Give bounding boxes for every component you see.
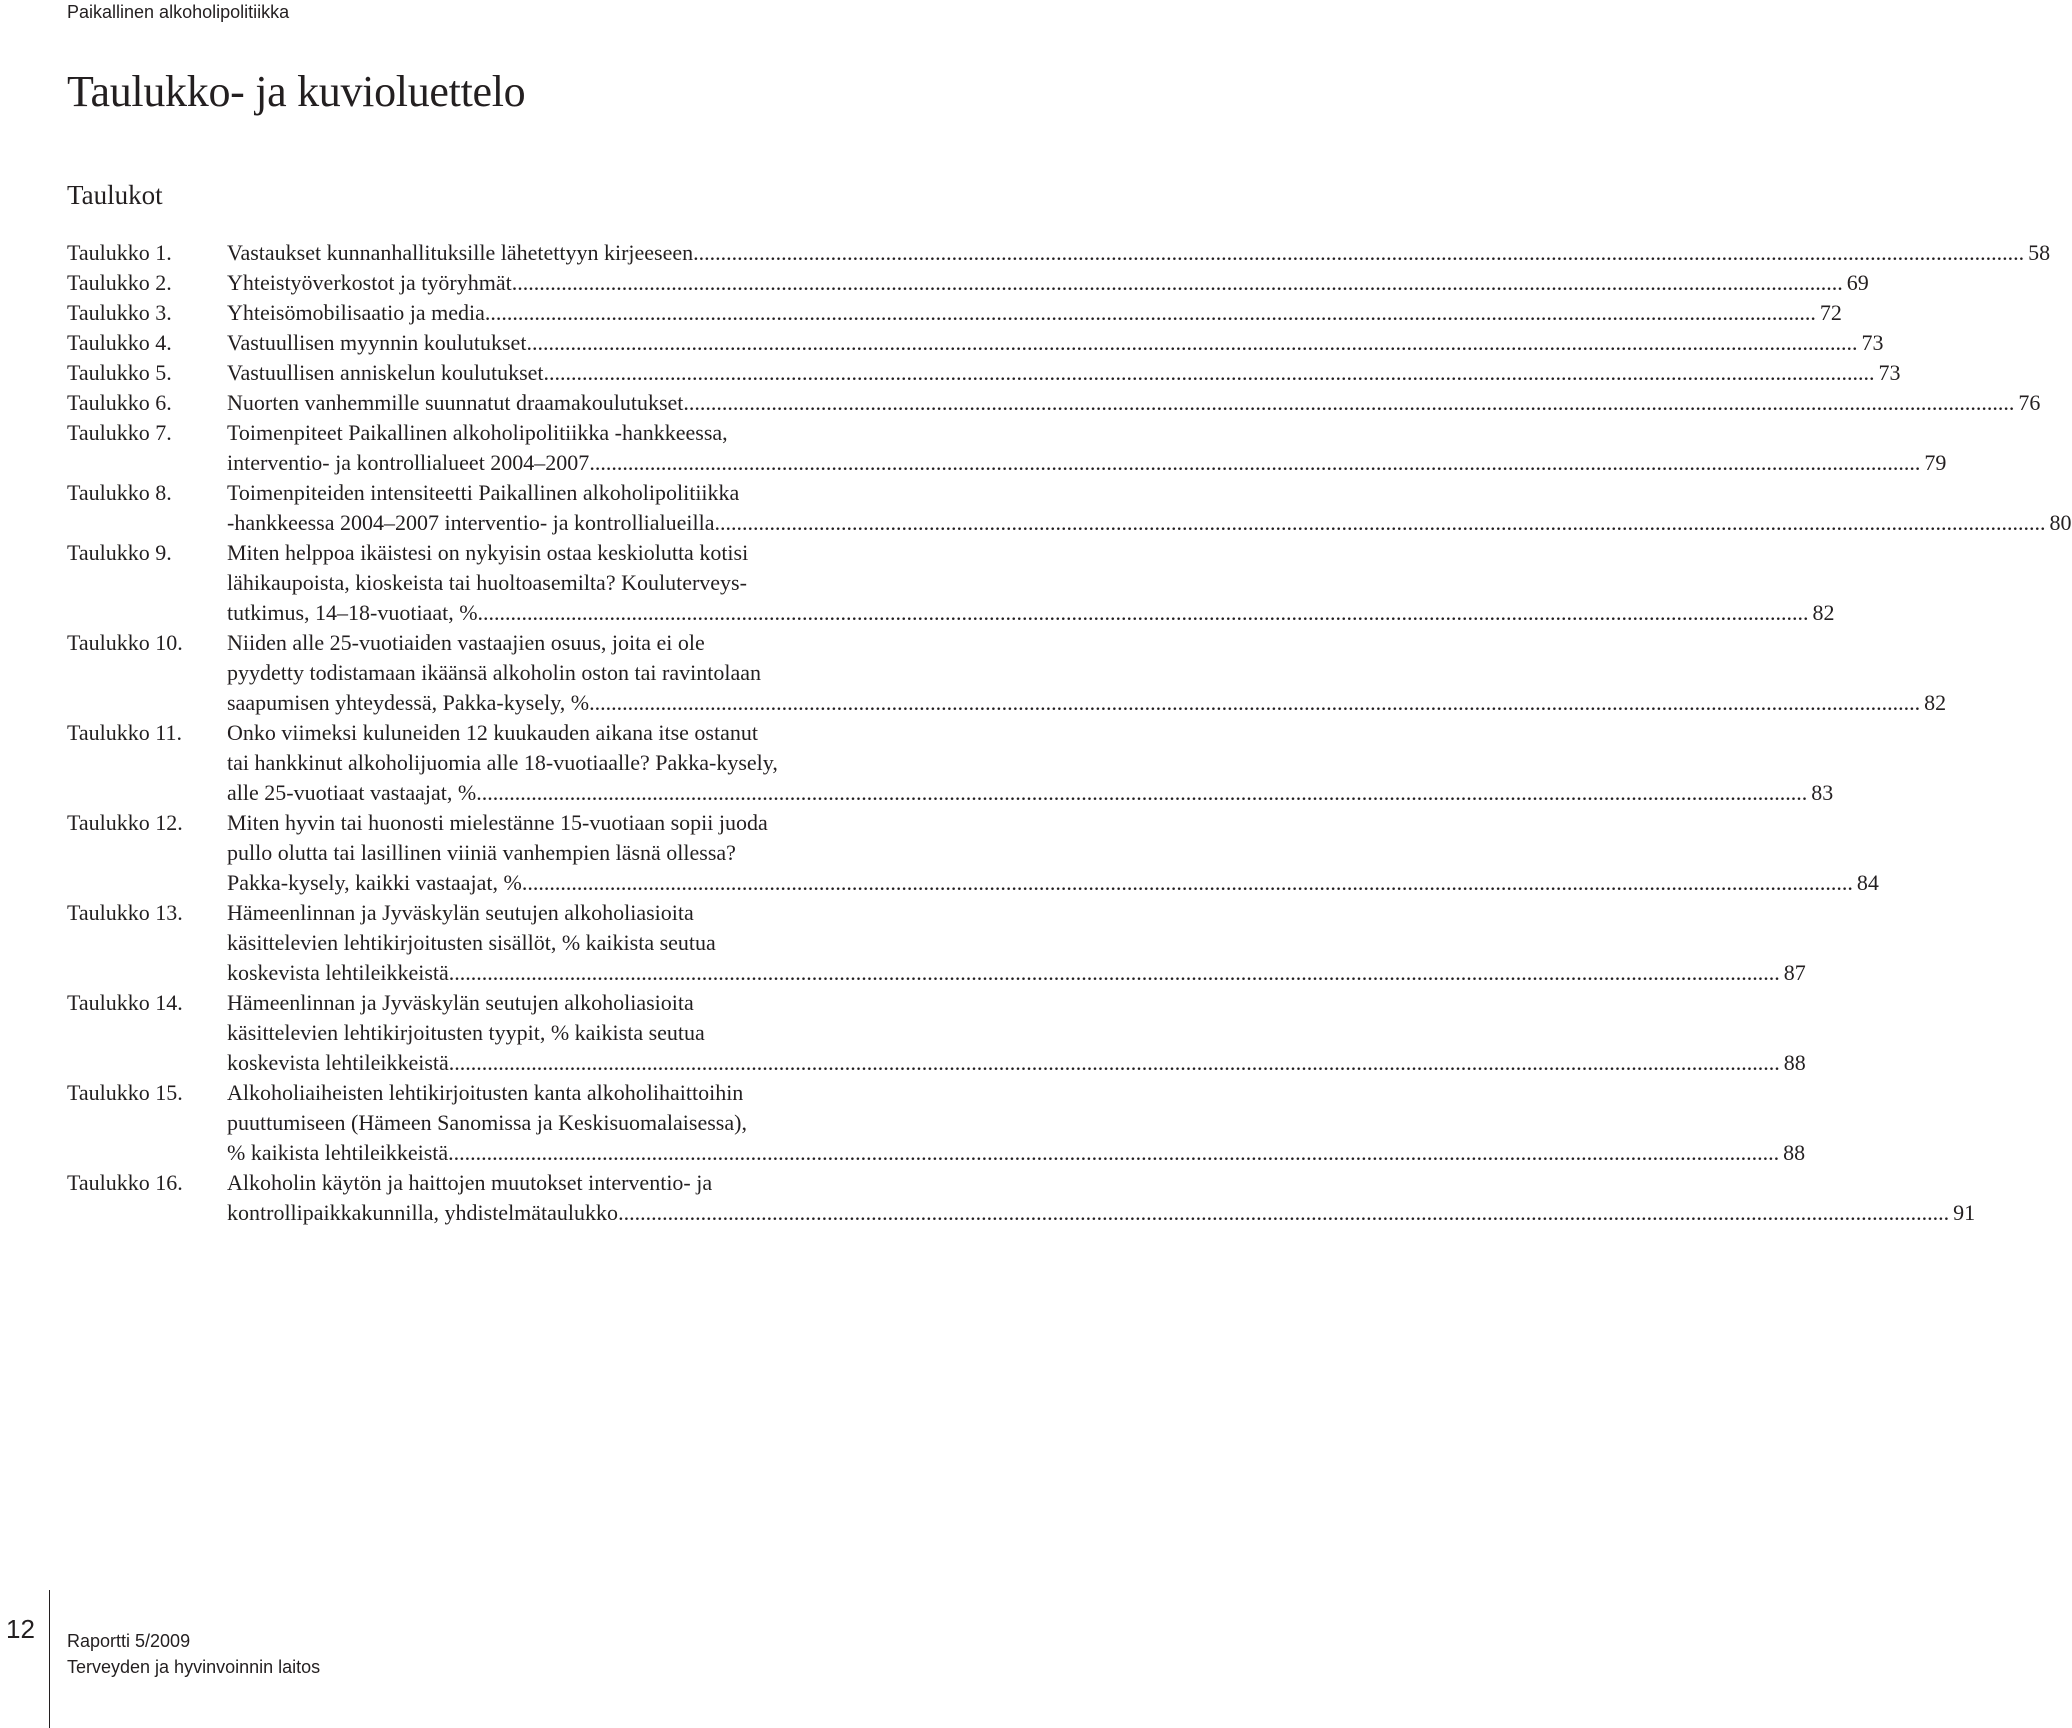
toc-entry-title xyxy=(227,718,1834,808)
dot-leader xyxy=(449,1048,1780,1078)
toc-entry xyxy=(67,808,1879,898)
toc-entry-label: Taulukko 6. xyxy=(67,390,172,415)
toc-entry-line xyxy=(227,388,2041,418)
dot-leader xyxy=(522,868,1853,898)
toc-entry-title xyxy=(227,418,1947,478)
dot-leader xyxy=(544,358,1875,388)
toc-entry-line: Toimenpiteet Paikallinen alkoholipolitiikka -hankkeessa, xyxy=(227,420,728,445)
toc-entry-page: 69 xyxy=(1846,270,1869,295)
toc-entry-label: Taulukko 5. xyxy=(67,360,172,385)
toc-entry xyxy=(67,718,1834,808)
toc-entry-label: Taulukko 7. xyxy=(67,420,172,445)
toc-entry-line: Toimenpiteiden intensiteetti Paikallinen alkoholipolitiikka xyxy=(227,480,740,505)
toc-entry xyxy=(67,358,1901,388)
toc-entry-title xyxy=(227,268,1869,298)
toc-entry-line xyxy=(227,268,1869,298)
toc-entry-line: Miten hyvin tai huonosti mielestänne 15-vuotiaan sopii juoda xyxy=(227,810,768,835)
toc-entry-line: pullo olutta tai lasillinen viiniä vanhempien läsnä ollessa? xyxy=(227,840,736,865)
toc-entry-page: 88 xyxy=(1783,1140,1806,1165)
toc-entry-page: 83 xyxy=(1811,780,1834,805)
dot-leader xyxy=(589,448,1920,478)
page-title: Taulukko- ja kuvioluettelo xyxy=(67,67,526,116)
toc-entry-line xyxy=(227,958,1806,988)
toc-entry-line xyxy=(227,1048,1806,1078)
footer xyxy=(67,1628,320,1680)
dot-leader xyxy=(448,1138,1779,1168)
toc-entry-line: käsittelevien lehtikirjoitusten tyypit, % kaikista seutua xyxy=(227,1020,705,1045)
publisher-name: Terveyden ja hyvinvoinnin laitos xyxy=(67,1657,321,1677)
toc-entry-line: pyydetty todistamaan ikäänsä alkoholin oston tai ravintolaan xyxy=(227,660,761,685)
toc-entry-text: saapumisen yhteydessä, Pakka-kysely, % xyxy=(227,690,590,715)
toc-entry-label: Taulukko 4. xyxy=(67,330,172,355)
toc-entry-line: Niiden alle 25-vuotiaiden vastaajien osuus, joita ei ole xyxy=(227,630,705,655)
toc-entry-title xyxy=(227,1078,1806,1168)
toc-entry-label: Taulukko 10. xyxy=(67,630,183,655)
publication-name: Raportti 5/2009 xyxy=(67,1631,191,1651)
toc-entry-line xyxy=(227,1138,1806,1168)
toc-entry-line: puuttumiseen (Hämeen Sanomissa ja Keskisuomalaisessa), xyxy=(227,1110,747,1135)
toc-entry-title xyxy=(227,238,2051,268)
toc-entry-line: Hämeenlinnan ja Jyväskylän seutujen alkoholiasioita xyxy=(227,990,694,1015)
toc-entry-page: 91 xyxy=(1953,1200,1976,1225)
toc-entry-label: Taulukko 8. xyxy=(67,480,172,505)
toc-entry-text: -hankkeessa 2004–2007 interventio- ja kontrollialueilla xyxy=(227,510,715,535)
toc-entry-line xyxy=(227,688,1947,718)
table-of-contents xyxy=(67,238,2072,1228)
toc-entry-line: Hämeenlinnan ja Jyväskylän seutujen alkoholiasioita xyxy=(227,900,694,925)
toc-entry-title xyxy=(227,808,1879,898)
toc-entry-page: 79 xyxy=(1924,450,1947,475)
toc-entry-text: Vastuullisen anniskelun koulutukset xyxy=(227,360,544,385)
toc-entry-label: Taulukko 15. xyxy=(67,1080,183,1105)
toc-entry-text: Vastuullisen myynnin koulutukset xyxy=(227,330,527,355)
toc-entry-page: 82 xyxy=(1812,600,1835,625)
toc-entry-text: interventio- ja kontrollialueet 2004–2007 xyxy=(227,450,590,475)
toc-entry-line: lähikaupoista, kioskeista tai huoltoasemilta? Kouluterveys- xyxy=(227,570,747,595)
page-number: 12 xyxy=(6,1614,35,1644)
dot-leader xyxy=(589,688,1920,718)
dot-leader xyxy=(683,388,2014,418)
toc-entry-page: 87 xyxy=(1783,960,1806,985)
toc-entry-title xyxy=(227,358,1901,388)
toc-entry-label: Taulukko 16. xyxy=(67,1170,183,1195)
toc-entry-line xyxy=(227,358,1901,388)
toc-entry-title xyxy=(227,388,2041,418)
toc-entry xyxy=(67,268,1869,298)
dot-leader xyxy=(618,1198,1949,1228)
toc-entry-text: tutkimus, 14–18-vuotiaat, % xyxy=(227,600,478,625)
toc-entry-text: alle 25-vuotiaat vastaajat, % xyxy=(227,780,477,805)
toc-entry-line: Onko viimeksi kuluneiden 12 kuukauden aikana itse ostanut xyxy=(227,720,758,745)
toc-entry-title xyxy=(227,328,1884,358)
toc-entry-page: 82 xyxy=(1924,690,1947,715)
toc-entry xyxy=(67,328,1884,358)
dot-leader xyxy=(693,238,2024,268)
toc-entry xyxy=(67,898,1806,988)
toc-entry-text: % kaikista lehtileikkeistä xyxy=(227,1140,449,1165)
toc-entry-line: Miten helppoa ikäistesi on nykyisin ostaa keskiolutta kotisi xyxy=(227,540,749,565)
toc-entry-title xyxy=(227,538,1835,628)
toc-entry-label: Taulukko 3. xyxy=(67,300,172,325)
toc-entry-line: tai hankkinut alkoholijuomia alle 18-vuotiaalle? Pakka-kysely, xyxy=(227,750,778,775)
dot-leader xyxy=(449,958,1780,988)
toc-entry-title xyxy=(227,988,1806,1078)
toc-entry-text: Vastaukset kunnanhallituksille lähetettyyn kirjeeseen xyxy=(227,240,694,265)
toc-entry-line: Alkoholiaiheisten lehtikirjoitusten kanta alkoholihaittoihin xyxy=(227,1080,744,1105)
toc-entry-text: koskevista lehtileikkeistä xyxy=(227,1050,449,1075)
dot-leader xyxy=(485,298,1816,328)
toc-entry xyxy=(67,478,2072,538)
toc-entry-label: Taulukko 9. xyxy=(67,540,172,565)
toc-entry-label: Taulukko 1. xyxy=(67,240,172,265)
toc-entry-line xyxy=(227,328,1884,358)
toc-entry-page: 76 xyxy=(2018,390,2041,415)
toc-entry xyxy=(67,538,1835,628)
toc-entry xyxy=(67,1078,1806,1168)
toc-entry-text: Yhteisömobilisaatio ja media xyxy=(227,300,485,325)
running-head: Paikallinen alkoholipolitiikka xyxy=(67,2,290,22)
toc-entry-title xyxy=(227,298,1842,328)
toc-entry-text: koskevista lehtileikkeistä xyxy=(227,960,449,985)
toc-entry-label: Taulukko 14. xyxy=(67,990,183,1015)
toc-entry xyxy=(67,238,2051,268)
toc-entry-page: 88 xyxy=(1783,1050,1806,1075)
toc-entry-page: 72 xyxy=(1819,300,1842,325)
toc-entry xyxy=(67,418,1947,478)
toc-entry-text: Nuorten vanhemmille suunnatut draamakoulutukset xyxy=(227,390,684,415)
toc-entry-line xyxy=(227,1198,1976,1228)
dot-leader xyxy=(476,778,1807,808)
folio-divider xyxy=(49,1590,50,1728)
toc-entry-label: Taulukko 2. xyxy=(67,270,172,295)
toc-entry-title xyxy=(227,628,1947,718)
toc-entry-page: 80 xyxy=(2049,510,2072,535)
toc-entry xyxy=(67,988,1806,1078)
section-title: Taulukot xyxy=(67,180,163,210)
toc-entry xyxy=(67,628,1947,718)
toc-entry xyxy=(67,388,2041,418)
toc-entry-text: Yhteistyöverkostot ja työryhmät xyxy=(227,270,512,295)
toc-entry-line: käsittelevien lehtikirjoitusten sisällöt, % kaikista seutua xyxy=(227,930,716,955)
toc-entry-title xyxy=(227,478,2072,538)
toc-entry xyxy=(67,1168,1976,1228)
toc-entry-label: Taulukko 11. xyxy=(67,720,182,745)
toc-entry-title xyxy=(227,1168,1976,1228)
toc-entry-label: Taulukko 12. xyxy=(67,810,183,835)
toc-entry-label: Taulukko 13. xyxy=(67,900,183,925)
toc-entry-title xyxy=(227,898,1806,988)
toc-entry-page: 84 xyxy=(1856,870,1879,895)
toc-entry-text: kontrollipaikkakunnilla, yhdistelmätaulukko xyxy=(227,1200,619,1225)
toc-entry-page: 73 xyxy=(1861,330,1884,355)
toc-entry-page: 73 xyxy=(1878,360,1901,385)
toc-entry-line xyxy=(227,508,2072,538)
dot-leader xyxy=(512,268,1843,298)
dot-leader xyxy=(715,508,2046,538)
toc-entry-line xyxy=(227,448,1947,478)
toc-entry-line xyxy=(227,298,1842,328)
dot-leader xyxy=(478,598,1809,628)
toc-entry xyxy=(67,298,1842,328)
dot-leader xyxy=(526,328,1857,358)
toc-entry-line: Alkoholin käytön ja haittojen muutokset interventio- ja xyxy=(227,1170,713,1195)
toc-entry-line xyxy=(227,238,2051,268)
toc-entry-line xyxy=(227,598,1835,628)
toc-entry-line xyxy=(227,778,1834,808)
toc-entry-page: 58 xyxy=(2028,240,2051,265)
toc-entry-line xyxy=(227,868,1879,898)
toc-entry-text: Pakka-kysely, kaikki vastaajat, % xyxy=(227,870,522,895)
